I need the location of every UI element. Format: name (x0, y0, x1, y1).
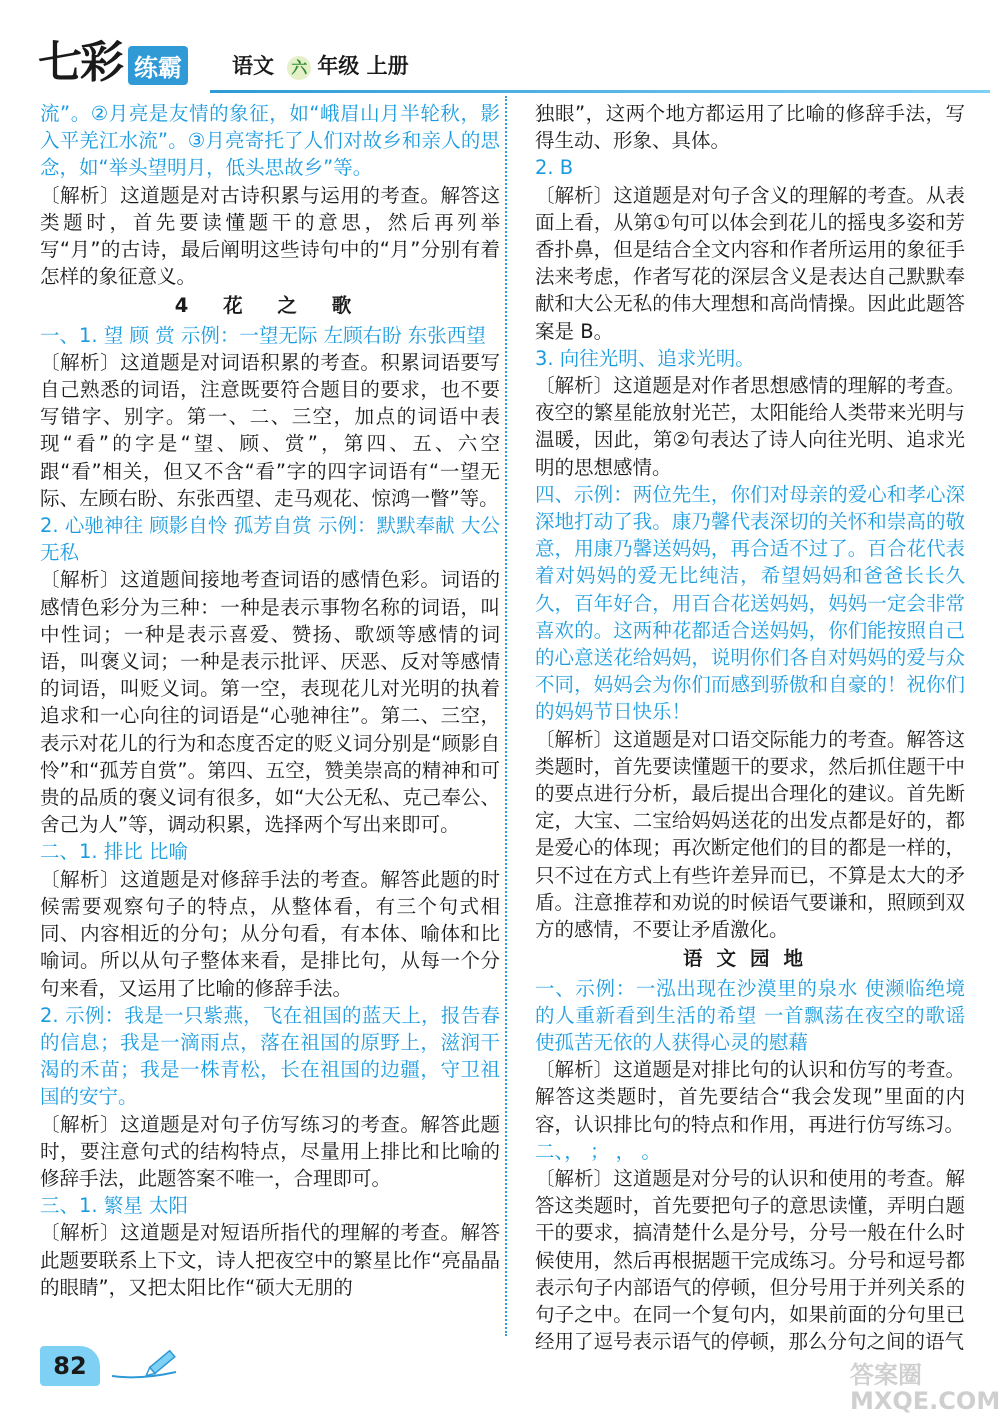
analysis-text: 〔解析〕这道题是对排比句的认识和仿写的考查。解答这类题时，首先要结合“我会发现”里面的内容，认识排比句的特点和作用，再进行仿写练习。 (535, 1058, 965, 1136)
watermark (850, 1361, 1000, 1422)
answer-text: 四、示例：两位先生，你们对母亲的爱心和孝心深深地打动了我。康乃馨代表深切的关怀和崇高的敬意，用康乃馨送妈妈，再合适不过了。百合花代表着对妈妈的爱无比纯洁，希望妈妈和爸爸长长久久，百年好合，用百合花送妈妈，妈妈一定会非常喜欢的。这两种花都适合送妈妈，你们能按照自己的心意送花给妈妈，说明你们各自对妈妈的爱与众不同，妈妈会为你们而感到骄傲和自豪的！祝你们的妈妈节日快乐！ (535, 482, 965, 724)
grade-suffix: 年级 (317, 54, 360, 78)
section-title: 语文园地 (682, 947, 817, 971)
left-column (40, 100, 500, 1301)
header-rule (210, 90, 990, 93)
answer-text: 一、示例：一泓出现在沙漠里的泉水 使濒临绝境的人重新看到生活的希望 一首飘荡在夜空的歌谣 使孤苦无依的人获得心灵的慰藉 (535, 976, 965, 1054)
analysis-text: 独眼”，这两个地方都运用了比喻的修辞手法，写得生动、形象、具体。 (535, 102, 965, 153)
watermark-line-1: 答案圈 (850, 1361, 922, 1389)
analysis-text: 〔解析〕这道题是对短语所指代的理解的考查。解答此题要联系上下文，诗人把夜空中的繁星比作“亮晶晶的眼睛”，又把太阳比作“硕大无朋的 (40, 1221, 500, 1299)
analysis-text: 〔解析〕这道题间接地考查词语的感情色彩。词语的感情色彩分为三种：一种是表示事物名称的词语，叫中性词；一种是表示喜爱、赞扬、歌颂等感情的词语，叫褒义词；一种是表示批评、厌恶、反对等感情的词语，叫贬义词。第一空，表现花儿对光明的执着追求和一心向往的词语是“心驰神往”。第二、三空，表示对花儿的行为和态度否定的贬义词分别是“顾影自怜”和“孤芳自赏”。第四、五空，赞美崇高的精神和可贵的品质的褒义词有很多，如“大公无私、克己奉公、舍己为人”等，调动积累，选择两个写出来即可。 (40, 568, 500, 837)
logo-badge: 练霸 (128, 46, 188, 85)
logo-main: 七彩 (38, 37, 122, 88)
analysis-text: 〔解析〕这道题是对口语交际能力的考查。解答这类题时，首先要读懂题干的要求，然后抓住题干中的要点进行分析，最后提出合理化的建议。首先断定，大宝、二宝给妈妈送花的出发点都是好的，都是爱心的体现；再次断定他们的目的都是一样的，只不过在方式上有些许差异而已，不算是太大的矛盾。注意推荐和劝说的时候语气要谦和，照顾到双方的感情，不要让矛盾激化。 (535, 727, 965, 942)
section-title: 4 花 之 歌 (174, 294, 366, 318)
answer-text: 流”。②月亮是友情的象征，如“峨眉山月半轮秋，影入平羌江水流”。③月亮寄托了人们对故乡和亲人的思念，如“举头望明月，低头思故乡”等。 (40, 102, 500, 180)
analysis-text: 〔解析〕这道题是对句子含义的理解的考查。从表面上看，从第①句可以体会到花儿的摇曳多姿和芳香扑鼻，但是结合全文内容和作者所运用的象征手法来考虑，作者写花的深层含义是表达自己默默奉献和大公无私的伟大理想和高尚情操。因此此题答案是 B。 (535, 183, 965, 343)
analysis-text: 〔解析〕这道题是对分号的认识和使用的考查。解答这类题时，首先要把句子的意思读懂，弄明白题干的要求，搞清楚什么是分号，分号一般在什么时候使用，然后再根据题干完成练习。分号和逗号都表示句子内部语气的停顿，但分号用于并列关系的句子之中。在同一个复句内，如果前面的分句里已经用了逗号表示语气的停顿，那么分句之间的语气 (535, 1166, 965, 1354)
analysis-text: 〔解析〕这道题是对古诗积累与运用的考查。解答这类题时，首先要读懂题干的意思，然后再列举写“月”的古诗，最后阐明这些诗句中的“月”分别有着怎样的象征意义。 (40, 183, 500, 289)
answer-text: 2. B (535, 156, 574, 180)
book-meta (232, 50, 409, 80)
answer-text: 二、1. 排比 比喻 (40, 840, 189, 864)
brand-logo (38, 26, 188, 90)
pencil-icon (110, 1350, 180, 1380)
column-divider (505, 96, 509, 1336)
analysis-text: 〔解析〕这道题是对词语积累的考查。积累词语要写自己熟悉的词语，注意既要符合题目的要求，也不要写错字、别字。第一、二、三空，加点的词语中表现“看”的字是“望、顾、赏”，第四、五、六空跟“看”相关，但又不含“看”字的四字词语有“一望无际、左顾右盼、东张西望、走马观花、惊鸿一瞥”等。 (40, 350, 500, 510)
subject-label: 语文 (232, 54, 274, 78)
page-number: 82 (40, 1346, 100, 1386)
answer-text: 2. 心驰神往 顾影自怜 孤芳自赏 示例：默默奉献 大公无私 (40, 514, 500, 565)
grade-number: 六 (287, 56, 311, 80)
answer-text: 2. 示例：我是一只紫燕，飞在祖国的蓝天上，报告春的信息；我是一滴雨点，落在祖国的原野上，滋润干渴的禾苗；我是一株青松，长在祖国的边疆，守卫祖国的安宁。 (40, 1003, 500, 1109)
analysis-text: 〔解析〕这道题是对句子仿写练习的考查。解答此题时，要注意句式的结构特点，尽量用上排比和比喻的修辞手法，此题答案不唯一，合理即可。 (40, 1112, 500, 1190)
answer-text: 二、， ； ， 。 (535, 1139, 661, 1163)
page-footer (40, 1346, 240, 1396)
answer-text: 三、1. 繁星 太阳 (40, 1194, 189, 1218)
page-header (20, 20, 990, 100)
answer-text: 3. 向往光明、追求光明。 (535, 346, 755, 370)
volume-label: 上册 (366, 54, 409, 78)
watermark-line-2: MXQE.COM (850, 1387, 1000, 1415)
analysis-text: 〔解析〕这道题是对作者思想感情的理解的考查。夜空的繁星能放射光芒，太阳能给人类带来光明与温暖，因此，第②句表达了诗人向往光明、追求光明的思想感情。 (535, 374, 965, 479)
analysis-text: 〔解析〕这道题是对修辞手法的考查。解答此题的时候需要观察句子的特点，从整体看，有三个句式相同、内容相近的分句；从分句看，有本体、喻体和比喻词。所以从句子整体来看，是排比句，从每一个分句来看，又运用了比喻的修辞手法。 (40, 867, 500, 1000)
right-column (535, 100, 965, 1355)
answer-text: 一、1. 望 顾 赏 示例：一望无际 左顾右盼 东张西望 (40, 323, 486, 347)
